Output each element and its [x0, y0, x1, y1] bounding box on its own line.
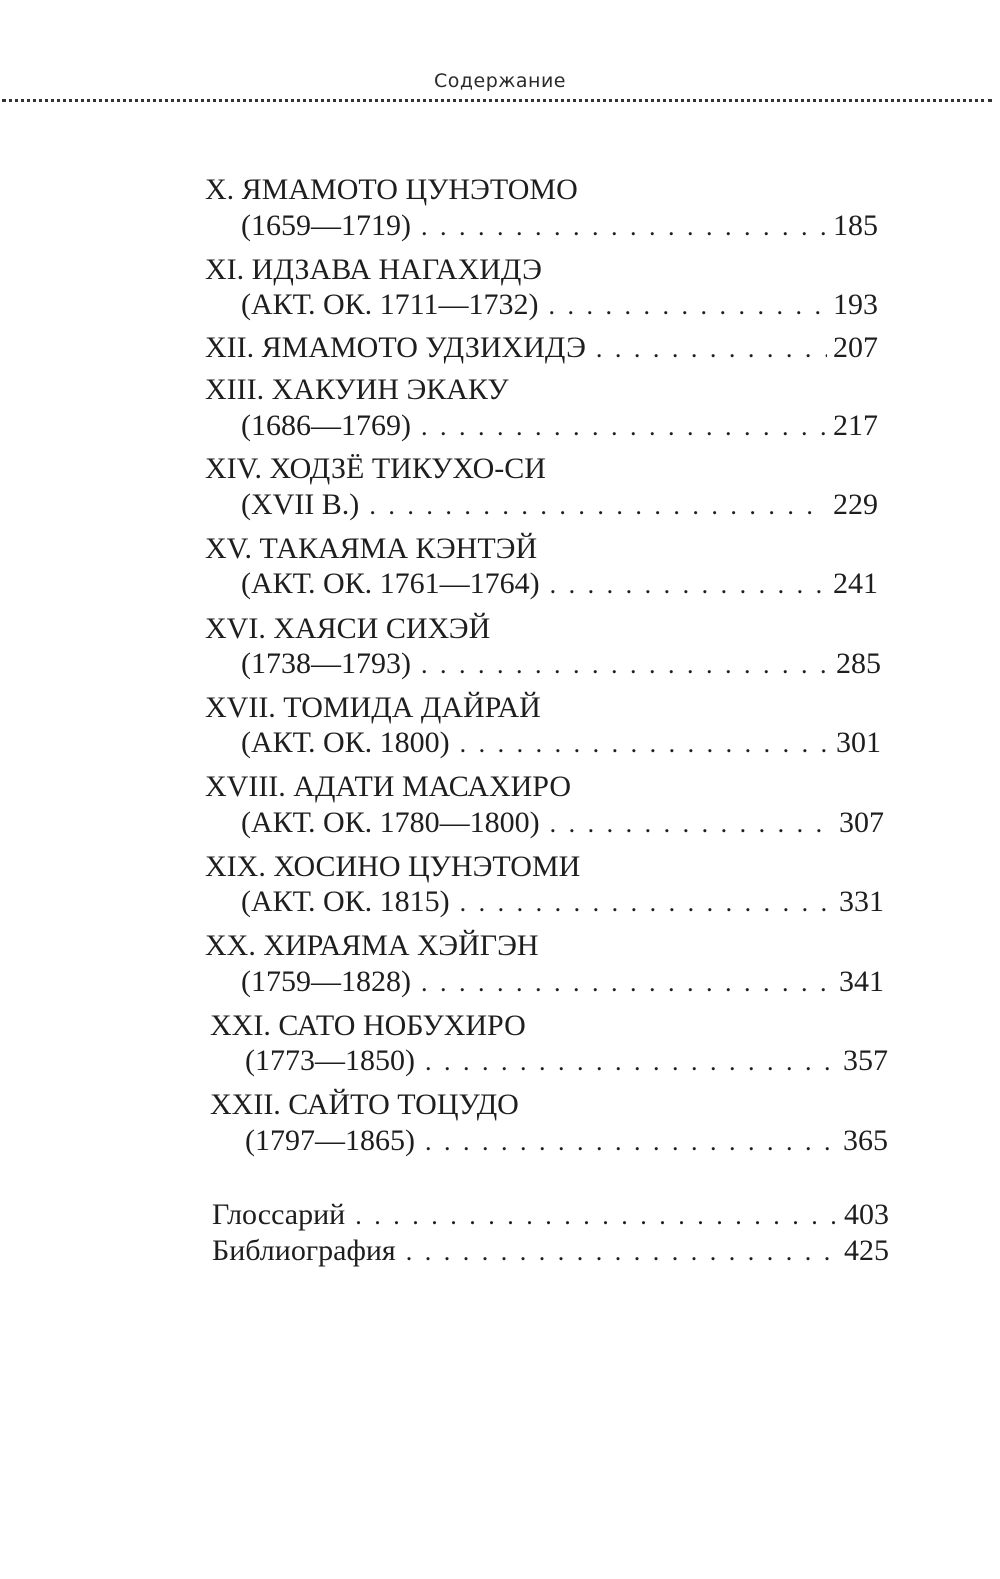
- toc-page-number: 365: [843, 1124, 888, 1157]
- toc-entry-title: XX. ХИРАЯМА ХЭЙГЭН: [205, 929, 539, 962]
- toc-page-number: 185: [833, 209, 878, 242]
- toc-entry-subtitle: (1773—1850): [245, 1044, 415, 1077]
- toc-page-number: 341: [839, 965, 884, 998]
- dot-leader: [550, 563, 827, 606]
- toc-entry-title: X. ЯМАМОТО ЦУНЭТОМО: [205, 173, 578, 206]
- dot-leader: [406, 1230, 838, 1273]
- toc-entry-subtitle: (АКТ. ОК. 1761—1764): [241, 567, 540, 600]
- dot-leader: [421, 961, 833, 1004]
- toc-entry-line[interactable]: [241, 642, 881, 686]
- toc-entry-title: XVI. ХАЯСИ СИХЭЙ: [205, 612, 491, 645]
- toc-entry-title: Глоссарий: [212, 1198, 346, 1231]
- toc-page-number: 229: [833, 488, 878, 521]
- toc-entry-line[interactable]: [241, 483, 878, 527]
- dot-leader: [421, 405, 827, 448]
- toc-entry-line[interactable]: [241, 562, 878, 606]
- toc-entry-line[interactable]: [245, 1119, 888, 1163]
- toc-page-number: 217: [833, 409, 878, 442]
- toc-page-number: 193: [833, 288, 878, 321]
- toc-entry-subtitle: (АКТ. ОК. 1815): [241, 885, 450, 918]
- toc-entry-line[interactable]: [241, 204, 878, 248]
- toc-entry-line[interactable]: [241, 960, 884, 1004]
- toc-page-number: 403: [844, 1198, 889, 1231]
- toc-entry-title: XXII. САЙТО ТОЦУДО: [210, 1088, 519, 1121]
- running-title: Содержание: [434, 70, 566, 92]
- toc-entry-subtitle: (1759—1828): [241, 965, 411, 998]
- toc-entry-subtitle: (АКТ. ОК. 1800): [241, 726, 450, 759]
- toc-page-number: 331: [839, 885, 884, 918]
- dot-leader: [550, 802, 833, 845]
- dot-leader: [425, 1040, 837, 1083]
- toc-entry-subtitle: (АКТ. ОК. 1711—1732): [241, 288, 539, 321]
- toc-entry-bibliography[interactable]: [212, 1229, 889, 1273]
- toc-page-number: 307: [839, 806, 884, 839]
- toc-entry-title: Библиография: [212, 1234, 396, 1267]
- toc-entry-title: XIV. ХОДЗЁ ТИКУХО-СИ: [205, 452, 546, 485]
- toc-entry-subtitle: (1797—1865): [245, 1124, 415, 1157]
- dot-leader: [369, 484, 827, 527]
- toc-page-number: 207: [833, 331, 878, 364]
- toc-entry-title: XIX. ХОСИНО ЦУНЭТОМИ: [205, 850, 581, 883]
- toc-entry-subtitle: (1738—1793): [241, 647, 411, 680]
- toc-entry-title: XVII. ТОМИДА ДАЙРАЙ: [205, 691, 541, 724]
- toc-entry-title: XXI. САТО НОБУХИРО: [210, 1009, 526, 1042]
- toc-entry-subtitle: (1659—1719): [241, 209, 411, 242]
- dot-leader: [549, 284, 827, 327]
- toc-page-number: 425: [844, 1234, 889, 1267]
- toc-entry-line[interactable]: [241, 801, 884, 845]
- dot-leader: [421, 205, 827, 248]
- toc-entry-title: XV. ТАКАЯМА КЭНТЭЙ: [205, 532, 538, 565]
- toc-entry-line[interactable]: [245, 1039, 888, 1083]
- toc-page-number: 301: [836, 726, 881, 759]
- toc-entry-line[interactable]: [241, 721, 881, 765]
- toc-page-number: 357: [843, 1044, 888, 1077]
- dot-leader: [460, 722, 830, 765]
- toc-entry-subtitle: (АКТ. ОК. 1780—1800): [241, 806, 540, 839]
- toc-entry-line[interactable]: [241, 283, 878, 327]
- toc-entry-subtitle: (XVII В.): [241, 488, 360, 521]
- dot-leader: [425, 1120, 837, 1163]
- dot-leader: [460, 881, 833, 924]
- toc-entry-title: XIII. ХАКУИН ЭКАКУ: [205, 373, 509, 406]
- dot-leader: [596, 327, 827, 370]
- dot-leader: [421, 643, 830, 686]
- toc-entry-line[interactable]: [205, 326, 878, 370]
- toc-entry-line[interactable]: [241, 404, 878, 448]
- toc-entry-title: XI. ИДЗАВА НАГАХИДЭ: [205, 253, 542, 286]
- toc-page-number: 285: [836, 647, 881, 680]
- toc-page-number: 241: [833, 567, 878, 600]
- toc-entry-line[interactable]: [241, 880, 884, 924]
- toc-entry-title: XII. ЯМАМОТО УДЗИХИДЭ: [205, 331, 586, 364]
- toc-entry-subtitle: (1686—1769): [241, 409, 411, 442]
- toc-entry-title: XVIII. АДАТИ МАСАХИРО: [205, 770, 572, 803]
